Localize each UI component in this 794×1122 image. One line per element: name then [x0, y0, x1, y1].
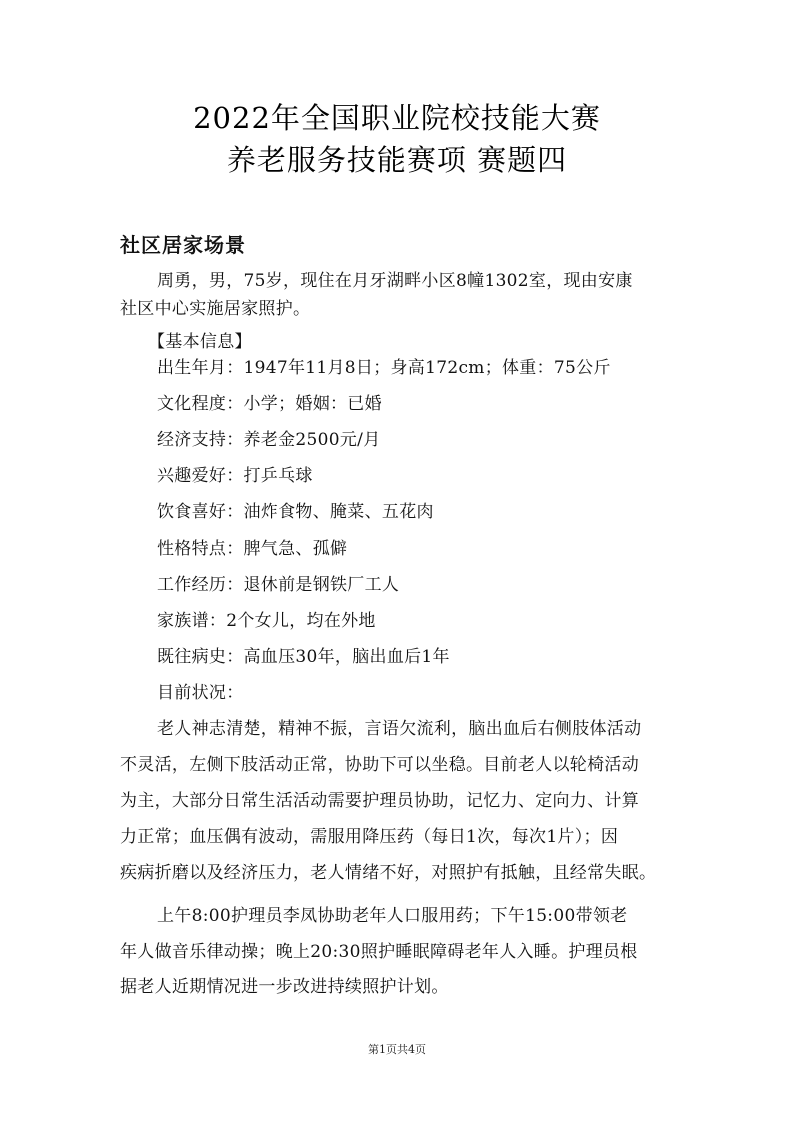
info-economy: 经济支持：养老金2500元/月 — [157, 430, 381, 450]
info-personality: 性格特点：脾气急、孤僻 — [157, 539, 348, 559]
status-line-3: 为主，大部分日常生活活动需要护理员协助，记忆力、定向力、计算 — [120, 791, 639, 811]
status-line-5: 疾病折磨以及经济压力，老人情绪不好，对照护有抵触，且经常失眠。 — [120, 863, 657, 883]
page-footer: 第1页共4页 — [368, 1043, 426, 1056]
status-line-4: 力正常；血压偶有波动，需服用降压药（每日1次，每次1片）；因 — [120, 827, 619, 847]
title-line-2: 养老服务技能赛项 赛题四 — [226, 143, 568, 177]
intro-line-2: 社区中心实施居家照护。 — [120, 299, 311, 319]
title-line-1: 2022年全国职业院校技能大赛 — [193, 101, 601, 135]
status-line-1: 老人神志清楚，精神不振，言语欠流利，脑出血后右侧肢体活动 — [157, 719, 642, 739]
intro-line-1: 周勇，男，75岁，现住在月牙湖畔小区8幢1302室，现由安康 — [157, 271, 633, 291]
status-line-2: 不灵活，左侧下肢活动正常，协助下可以坐稳。目前老人以轮椅活动 — [120, 755, 639, 775]
info-education: 文化程度：小学；婚姻：已婚 — [157, 394, 382, 414]
tasks-line-3: 据老人近期情况进一步改进持续照护计划。 — [120, 977, 449, 997]
info-hobby: 兴趣爱好：打乒乓球 — [157, 466, 313, 486]
section-heading: 社区居家场景 — [120, 233, 246, 257]
info-history: 既往病史：高血压30年，脑出血后1年 — [157, 647, 450, 667]
status-label: 目前状况： — [157, 683, 244, 703]
info-diet: 饮食喜好：油炸食物、腌菜、五花肉 — [157, 502, 434, 522]
info-birth: 出生年月：1947年11月8日；身高172cm；体重：75公斤 — [157, 358, 611, 378]
tasks-line-2: 年人做音乐律动操；晚上20:30照护睡眠障碍老年人入睡。护理员根 — [120, 942, 638, 962]
info-work: 工作经历：退休前是钢铁厂工人 — [157, 575, 400, 595]
info-family: 家族谱：2个女儿，均在外地 — [157, 611, 376, 631]
tasks-line-1: 上午8:00护理员李凤协助老年人口服用药；下午15:00带领老 — [157, 906, 628, 926]
basic-info-heading: 【基本信息】 — [148, 332, 252, 352]
